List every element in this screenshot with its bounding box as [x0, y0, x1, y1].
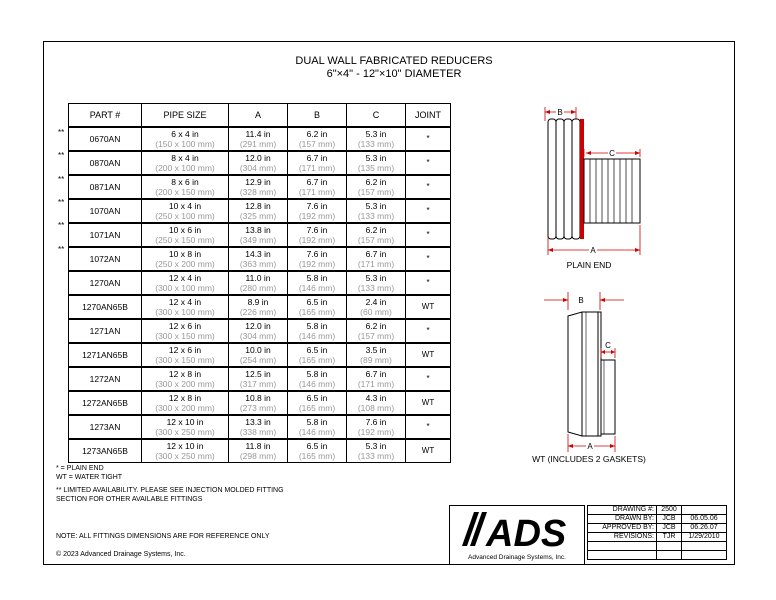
pipe-size-metric: (200 x 150 mm) — [155, 187, 215, 197]
part-number: 1273AN — [89, 422, 121, 432]
dim-a-metric: (304 mm) — [239, 163, 277, 173]
dim-a: 14.3 in — [245, 249, 271, 259]
dim-c: 5.3 in — [365, 201, 387, 211]
dim-c-cell — [347, 247, 406, 271]
dim-c-metric: (157 mm) — [357, 187, 395, 197]
part-cell — [69, 199, 142, 223]
dim-c-metric: (60 mm) — [360, 307, 392, 317]
dim-b: 5.8 in — [306, 321, 328, 331]
dim-b-metric: (192 mm) — [298, 211, 336, 221]
dim-c-metric: (157 mm) — [357, 235, 395, 245]
dim-a: 10.8 in — [245, 393, 271, 403]
dim-b-metric: (146 mm) — [298, 331, 336, 341]
pipe-size-metric: (300 x 150 mm) — [155, 355, 215, 365]
dim-c-metric: (192 mm) — [357, 427, 395, 437]
table-row — [69, 295, 451, 319]
joint-cell — [406, 415, 451, 439]
pipe-size: 12 x 8 in — [168, 369, 202, 379]
joint-type: * — [426, 254, 430, 263]
ads-logo-text: ADS — [486, 513, 567, 554]
tb-revisions-by: TJR — [657, 533, 682, 542]
plain-end-dim-c: C — [609, 149, 615, 158]
dim-a-metric: (304 mm) — [239, 331, 277, 341]
pipe-size-cell — [142, 439, 229, 463]
note-plain-end: * = PLAIN END — [56, 465, 104, 472]
plain-end-label: PLAIN END — [566, 260, 612, 270]
pipe-size: 10 x 6 in — [168, 225, 202, 235]
note-reference: NOTE: ALL FITTINGS DIMENSIONS ARE FOR REFERENCE ONLY — [56, 533, 270, 540]
pipe-size-cell — [142, 367, 229, 391]
pipe-size-cell — [142, 223, 229, 247]
pipe-size-cell — [142, 151, 229, 175]
page-title — [44, 55, 744, 81]
header-a: A — [229, 104, 288, 128]
part-cell — [69, 151, 142, 175]
dim-b-cell — [288, 271, 347, 295]
header-joint: JOINT — [406, 104, 451, 128]
dim-a: 12.5 in — [245, 369, 271, 379]
dim-b-metric: (146 mm) — [298, 427, 336, 437]
dim-a: 13.8 in — [245, 225, 271, 235]
dim-c-cell — [347, 271, 406, 295]
pipe-size: 12 x 6 in — [168, 321, 202, 331]
pipe-size-cell — [142, 343, 229, 367]
joint-type: * — [426, 326, 430, 335]
tb-approved-date: 06.26.07 — [682, 524, 727, 533]
joint-type: * — [426, 158, 430, 167]
dim-b-cell — [288, 199, 347, 223]
pipe-size-cell — [142, 415, 229, 439]
dim-a-metric: (273 mm) — [239, 403, 277, 413]
joint-cell — [406, 319, 451, 343]
dim-b-metric: (157 mm) — [298, 139, 336, 149]
dim-c: 6.2 in — [365, 321, 387, 331]
joint-type: * — [426, 230, 430, 239]
dim-a: 12.0 in — [245, 321, 271, 331]
dim-b-cell — [288, 175, 347, 199]
table-row — [69, 175, 451, 199]
dim-c: 3.5 in — [365, 345, 387, 355]
dim-c-cell — [347, 415, 406, 439]
ads-logo-subtitle: Advanced Drainage Systems, Inc. — [468, 554, 566, 561]
dim-c: 6.2 in — [365, 177, 387, 187]
dim-a: 10.0 in — [245, 345, 271, 355]
joint-cell — [406, 343, 451, 367]
dim-c: 7.6 in — [365, 417, 387, 427]
tb-approved-by: JCB — [657, 524, 682, 533]
dim-b-metric: (165 mm) — [298, 451, 336, 461]
part-number: 0871AN — [89, 182, 121, 192]
note-limited-1: ** LIMITED AVAILABILITY. PLEASE SEE INJECTION MOLDED FITTING — [56, 487, 284, 494]
dim-b-cell — [288, 415, 347, 439]
note-water-tight: WT = WATER TIGHT — [56, 474, 123, 481]
dim-b-cell — [288, 439, 347, 463]
pipe-size: 6 x 4 in — [171, 129, 199, 139]
dim-b-metric: (165 mm) — [298, 355, 336, 365]
joint-type: WT — [421, 350, 435, 359]
wt-dim-b: B — [578, 296, 584, 305]
dim-b: 6.2 in — [306, 129, 328, 139]
dim-a-cell — [229, 223, 288, 247]
joint-cell — [406, 127, 451, 151]
availability-marker: ** — [58, 128, 65, 137]
dim-c-cell — [347, 367, 406, 391]
dim-b: 7.6 in — [306, 249, 328, 259]
tb-drawing-value: 2500 — [657, 506, 682, 515]
dim-a: 11.8 in — [245, 441, 271, 451]
dim-a: 13.3 in — [245, 417, 271, 427]
pipe-size-metric: (300 x 250 mm) — [155, 451, 215, 461]
title-block — [587, 505, 727, 560]
table-row — [69, 127, 451, 151]
dim-a-cell — [229, 319, 288, 343]
title-line-1: DUAL WALL FABRICATED REDUCERS — [295, 55, 493, 67]
part-cell — [69, 175, 142, 199]
dim-c-cell — [347, 199, 406, 223]
dim-c-metric: (133 mm) — [357, 283, 395, 293]
table-row — [69, 247, 451, 271]
part-cell — [69, 415, 142, 439]
dim-c: 5.3 in — [365, 153, 387, 163]
availability-marker: ** — [58, 174, 65, 184]
joint-cell — [406, 175, 451, 199]
dim-c: 4.3 in — [365, 393, 387, 403]
pipe-size-metric: (300 x 250 mm) — [155, 427, 215, 437]
dim-b-cell — [288, 151, 347, 175]
wt-dim-c: C — [605, 341, 611, 350]
dim-c-metric: (89 mm) — [360, 355, 392, 365]
part-cell — [69, 127, 142, 151]
dim-c: 5.3 in — [365, 273, 387, 283]
header-c: C — [347, 104, 406, 128]
dim-c-cell — [347, 295, 406, 319]
availability-marker: ** — [58, 221, 65, 231]
dim-a: 12.0 in — [245, 153, 271, 163]
joint-type: * — [426, 374, 430, 383]
joint-cell — [406, 151, 451, 175]
part-number: 0870AN — [89, 158, 121, 168]
joint-type: WT — [421, 446, 435, 455]
wt-label: WT (INCLUDES 2 GASKETS) — [532, 454, 646, 464]
dim-b-metric: (192 mm) — [298, 259, 336, 269]
dim-b: 6.5 in — [306, 345, 328, 355]
header-pipe-size: PIPE SIZE — [142, 104, 229, 128]
joint-cell — [406, 391, 451, 415]
plain-end-dim-b: B — [557, 108, 563, 117]
part-number: 1272AN — [89, 374, 121, 384]
pipe-size-cell — [142, 391, 229, 415]
header-part: PART # — [69, 104, 142, 128]
part-cell — [69, 343, 142, 367]
part-cell — [69, 391, 142, 415]
joint-type: * — [426, 182, 430, 191]
dim-b-cell — [288, 367, 347, 391]
part-cell — [69, 367, 142, 391]
dim-b-cell — [288, 247, 347, 271]
joint-cell — [406, 439, 451, 463]
dim-a-cell — [229, 343, 288, 367]
pipe-size: 12 x 10 in — [166, 441, 204, 451]
dim-b-metric: (165 mm) — [298, 403, 336, 413]
table-row — [69, 415, 451, 439]
dim-a: 12.8 in — [245, 201, 271, 211]
part-number: 1072AN — [89, 254, 121, 264]
joint-cell — [406, 367, 451, 391]
dim-c-cell — [347, 127, 406, 151]
joint-cell — [406, 247, 451, 271]
dim-b: 5.8 in — [306, 417, 328, 427]
dim-a-cell — [229, 127, 288, 151]
plain-end-drawing — [534, 97, 654, 257]
dim-c-metric: (133 mm) — [357, 211, 395, 221]
table-row — [69, 391, 451, 415]
pipe-size-metric: (250 x 100 mm) — [155, 211, 215, 221]
part-cell — [69, 247, 142, 271]
dim-b-cell — [288, 391, 347, 415]
title-line-2: 6"×4" - 12"×10" DIAMETER — [326, 68, 462, 80]
header-b: B — [288, 104, 347, 128]
pipe-size-metric: (200 x 100 mm) — [155, 163, 215, 173]
tb-drawn-label: DRAWN BY: — [588, 515, 657, 524]
dim-a-cell — [229, 295, 288, 319]
dim-b-cell — [288, 223, 347, 247]
ads-logo — [449, 505, 585, 565]
pipe-size-cell — [142, 199, 229, 223]
pipe-size: 10 x 8 in — [168, 249, 202, 259]
dim-c-metric: (157 mm) — [357, 331, 395, 341]
dim-a: 8.9 in — [247, 297, 269, 307]
joint-type: * — [426, 278, 430, 287]
dim-a: 12.9 in — [245, 177, 271, 187]
dim-a-cell — [229, 367, 288, 391]
dim-a-metric: (226 mm) — [239, 307, 277, 317]
table-row — [69, 439, 451, 463]
dim-c-metric: (133 mm) — [357, 139, 395, 149]
dim-b: 5.8 in — [306, 273, 328, 283]
part-cell — [69, 439, 142, 463]
plain-end-dim-a: A — [590, 246, 596, 255]
dim-a-cell — [229, 199, 288, 223]
pipe-size-cell — [142, 247, 229, 271]
joint-cell — [406, 295, 451, 319]
dim-a-metric: (291 mm) — [239, 139, 277, 149]
wt-drawing — [524, 288, 644, 454]
dim-c: 6.7 in — [365, 369, 387, 379]
dim-b-metric: (171 mm) — [298, 187, 336, 197]
dim-a-metric: (317 mm) — [239, 379, 277, 389]
joint-type: * — [426, 134, 430, 143]
tb-revisions-label: REVISIONS: — [588, 533, 657, 542]
dim-c: 6.2 in — [365, 225, 387, 235]
part-number: 0670AN — [89, 134, 121, 144]
dim-a-metric: (363 mm) — [239, 259, 277, 269]
pipe-size-cell — [142, 295, 229, 319]
dim-b: 7.6 in — [306, 225, 328, 235]
dim-b: 6.7 in — [306, 177, 328, 187]
part-number: 1273AN65B — [82, 446, 128, 456]
dim-b-metric: (165 mm) — [298, 307, 336, 317]
part-number: 1270AN — [89, 278, 121, 288]
table-row — [69, 367, 451, 391]
dim-a: 11.0 in — [245, 273, 271, 283]
dim-a-metric: (254 mm) — [239, 355, 277, 365]
part-cell — [69, 319, 142, 343]
dim-a-cell — [229, 439, 288, 463]
dim-b: 5.8 in — [306, 369, 328, 379]
joint-cell — [406, 223, 451, 247]
table-row — [69, 319, 451, 343]
table-row — [69, 151, 451, 175]
dim-b-cell — [288, 319, 347, 343]
pipe-size: 12 x 6 in — [168, 345, 202, 355]
ads-logo-mark — [450, 506, 584, 554]
dim-b: 6.5 in — [306, 393, 328, 403]
dim-c-cell — [347, 319, 406, 343]
dim-a-metric: (338 mm) — [239, 427, 277, 437]
dim-c-metric: (133 mm) — [357, 451, 395, 461]
pipe-size-cell — [142, 271, 229, 295]
table-row — [69, 343, 451, 367]
dim-c: 5.3 in — [365, 129, 387, 139]
tb-approved-label: APPROVED BY: — [588, 524, 657, 533]
table-row — [69, 199, 451, 223]
dim-b-metric: (171 mm) — [298, 163, 336, 173]
pipe-size-metric: (250 x 200 mm) — [155, 259, 215, 269]
pipe-size-cell — [142, 127, 229, 151]
joint-type: * — [426, 206, 430, 215]
pipe-size-cell — [142, 319, 229, 343]
dim-a-cell — [229, 247, 288, 271]
dim-b: 7.6 in — [306, 201, 328, 211]
pipe-size: 8 x 6 in — [171, 177, 199, 187]
part-number: 1271AN65B — [82, 350, 128, 360]
dim-b-cell — [288, 343, 347, 367]
joint-type: WT — [421, 302, 435, 311]
pipe-size-metric: (300 x 200 mm) — [155, 379, 215, 389]
dim-a-metric: (298 mm) — [239, 451, 277, 461]
dim-a-metric: (328 mm) — [239, 187, 277, 197]
pipe-size-cell — [142, 175, 229, 199]
dim-c: 6.7 in — [365, 249, 387, 259]
tb-drawn-date: 06.05.06 — [682, 515, 727, 524]
dim-b-metric: (192 mm) — [298, 235, 336, 245]
table-header-row — [69, 104, 451, 128]
table-row — [69, 271, 451, 295]
pipe-size: 12 x 10 in — [166, 417, 204, 427]
joint-cell — [406, 271, 451, 295]
pipe-size-metric: (300 x 100 mm) — [155, 307, 215, 317]
dim-a-metric: (325 mm) — [239, 211, 277, 221]
part-number: 1270AN65B — [82, 302, 128, 312]
dim-b-cell — [288, 127, 347, 151]
part-cell — [69, 295, 142, 319]
tb-revisions-date: 1/29/2010 — [682, 533, 727, 542]
table-row — [69, 223, 451, 247]
pipe-size: 10 x 4 in — [168, 201, 202, 211]
pipe-size-metric: (250 x 150 mm) — [155, 235, 215, 245]
drawing-sheet — [43, 41, 735, 565]
dim-c: 2.4 in — [365, 297, 387, 307]
dim-c-metric: (171 mm) — [357, 259, 395, 269]
part-number: 1272AN65B — [82, 398, 128, 408]
dim-b-metric: (146 mm) — [298, 379, 336, 389]
joint-type: WT — [421, 398, 435, 407]
wt-dim-a: A — [587, 442, 593, 451]
dim-c-cell — [347, 151, 406, 175]
note-limited-2: SECTION FOR OTHER AVAILABLE FITTINGS — [56, 496, 203, 503]
dim-c-cell — [347, 175, 406, 199]
availability-marker: ** — [58, 197, 65, 207]
dim-c-metric: (108 mm) — [357, 403, 395, 413]
dim-c-cell — [347, 343, 406, 367]
part-cell — [69, 223, 142, 247]
pipe-size-metric: (150 x 100 mm) — [155, 139, 215, 149]
part-number: 1271AN — [89, 326, 121, 336]
dim-c: 5.3 in — [365, 441, 387, 451]
part-cell — [69, 271, 142, 295]
dim-a-cell — [229, 175, 288, 199]
dim-a-cell — [229, 391, 288, 415]
joint-type: * — [426, 422, 430, 431]
pipe-size: 12 x 4 in — [168, 297, 202, 307]
dim-a-cell — [229, 415, 288, 439]
dim-c-metric: (171 mm) — [357, 379, 395, 389]
pipe-size: 12 x 4 in — [168, 273, 202, 283]
dim-a: 11.4 in — [245, 129, 271, 139]
pipe-size-metric: (300 x 150 mm) — [155, 331, 215, 341]
pipe-size: 8 x 4 in — [171, 153, 199, 163]
dim-a-cell — [229, 151, 288, 175]
dim-a-metric: (280 mm) — [239, 283, 277, 293]
dim-c-cell — [347, 223, 406, 247]
joint-cell — [406, 199, 451, 223]
dim-b: 6.5 in — [306, 297, 328, 307]
tb-drawing-label: DRAWING #: — [588, 506, 657, 515]
dim-a-cell — [229, 271, 288, 295]
availability-marker: ** — [58, 244, 65, 254]
copyright: © 2023 Advanced Drainage Systems, Inc. — [56, 551, 186, 558]
pipe-size-metric: (300 x 200 mm) — [155, 403, 215, 413]
part-number: 1070AN — [89, 206, 121, 216]
pipe-size: 12 x 8 in — [168, 393, 202, 403]
part-number: 1071AN — [89, 230, 121, 240]
reducer-spec-table — [68, 103, 451, 463]
dim-c-cell — [347, 439, 406, 463]
dim-b-metric: (146 mm) — [298, 283, 336, 293]
dim-b: 6.5 in — [306, 441, 328, 451]
tb-drawn-by: JCB — [657, 515, 682, 524]
dim-b: 6.7 in — [306, 153, 328, 163]
dim-c-metric: (135 mm) — [357, 163, 395, 173]
dim-b-cell — [288, 295, 347, 319]
pipe-size-metric: (300 x 100 mm) — [155, 283, 215, 293]
dim-c-cell — [347, 391, 406, 415]
availability-marker: ** — [58, 151, 65, 161]
dim-a-metric: (349 mm) — [239, 235, 277, 245]
